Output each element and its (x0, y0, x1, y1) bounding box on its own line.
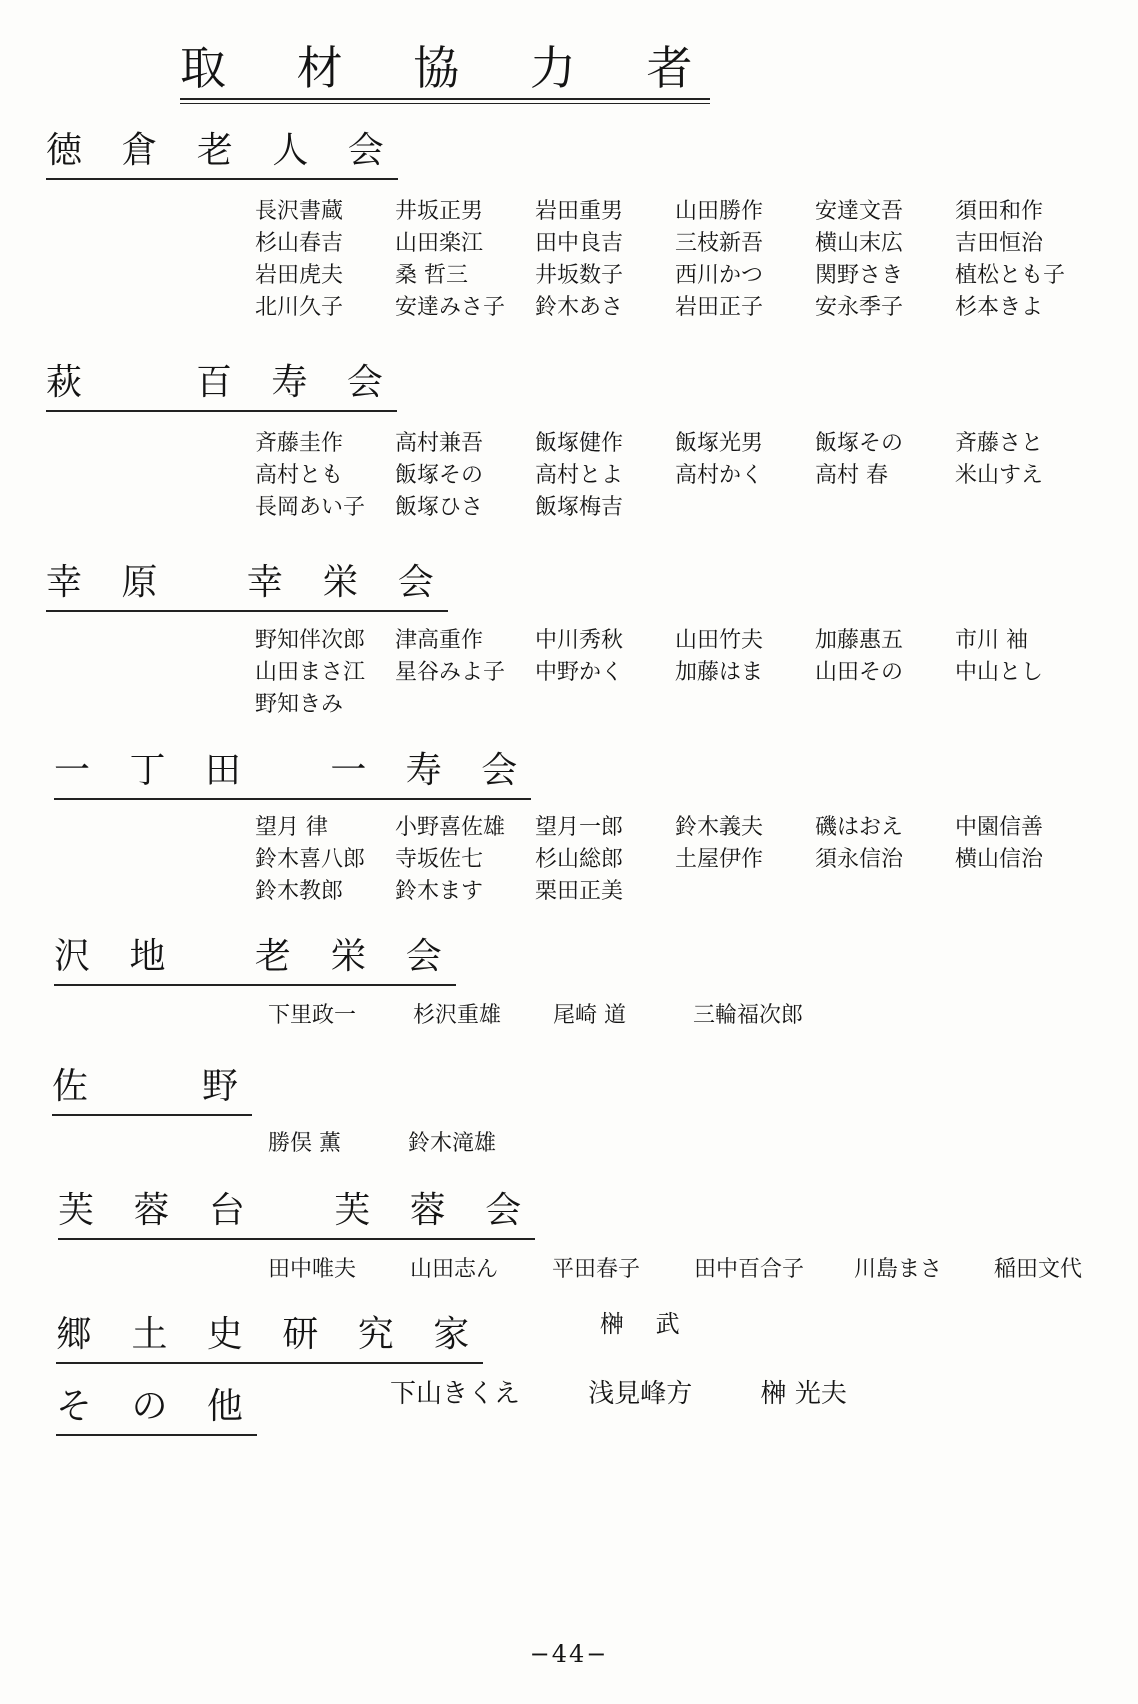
name: 斉藤圭作 (255, 431, 344, 456)
name: 吉田恒治 (955, 231, 1044, 256)
name: 星谷みよ子 (395, 660, 506, 685)
section-heading-sano: 佐 野 (52, 1064, 252, 1116)
name: 田中百合子 (694, 1257, 805, 1282)
name: 安達みさ子 (395, 295, 506, 320)
name-list-hagi (255, 428, 1115, 524)
name: 桑 哲三 (395, 263, 468, 288)
name-list-others (390, 1376, 907, 1412)
name: 高村 春 (815, 463, 888, 488)
name: 鈴木義夫 (675, 815, 764, 840)
name: 山田竹夫 (675, 628, 764, 653)
name: 平田春子 (552, 1257, 641, 1282)
name: 長岡あい子 (255, 495, 366, 520)
name: 中野かく (535, 660, 624, 685)
name: 飯塚その (395, 463, 484, 488)
name: 高村とよ (535, 463, 624, 488)
name: 田中良吉 (535, 231, 624, 256)
name: 栗田正美 (535, 879, 624, 904)
name: 飯塚ひさ (395, 495, 484, 520)
section-heading-itchoda: 一 丁 田 一 寿 会 (54, 748, 531, 800)
name-list-sano (268, 1128, 1128, 1160)
name-list-kohara (255, 625, 1115, 721)
name: 安達文吾 (815, 199, 904, 224)
name: 植松とも子 (955, 263, 1066, 288)
name: 川島まさ (854, 1257, 943, 1282)
name: 下里政一 (268, 1003, 357, 1028)
name: 野知きみ (255, 692, 344, 717)
section-heading-tokura: 徳 倉 老 人 会 (46, 128, 398, 180)
section-heading-hagi: 萩 百 寿 会 (46, 360, 397, 412)
name: 岩田重男 (535, 199, 624, 224)
name: 鈴木教郎 (255, 879, 344, 904)
name-list-local-historian (600, 1306, 740, 1342)
name: 勝俣 薫 (268, 1131, 341, 1156)
name-list-fuyodai (268, 1254, 1128, 1286)
name: 西川かつ (675, 263, 764, 288)
name: 飯塚その (815, 431, 904, 456)
name: 横山末広 (815, 231, 904, 256)
name: 中川秀秋 (535, 628, 624, 653)
name: 加藤はま (675, 660, 764, 685)
name: 小野喜佐雄 (395, 815, 506, 840)
title-underline (180, 98, 710, 104)
name: 飯塚梅吉 (535, 495, 624, 520)
section-heading-kohara: 幸 原 幸 栄 会 (46, 560, 448, 612)
name-list-itchoda (255, 812, 1115, 908)
section-heading-fuyodai: 芙 蓉 台 芙 蓉 会 (58, 1188, 535, 1240)
name: 加藤惠五 (815, 628, 904, 653)
name: 杉本きよ (955, 295, 1044, 320)
name: 山田その (815, 660, 904, 685)
name-list-tokura (255, 196, 1115, 324)
name: 山田志ん (410, 1257, 499, 1282)
name: 中山とし (955, 660, 1044, 685)
name: 三輪福次郎 (693, 1003, 804, 1028)
name: 寺坂佐七 (395, 847, 484, 872)
name: 山田楽江 (395, 231, 484, 256)
name: 浅見峰方 (588, 1379, 693, 1409)
name: 鈴木喜八郎 (255, 847, 366, 872)
name: 下山きくえ (390, 1379, 521, 1409)
name: 井坂正男 (395, 199, 484, 224)
name: 土屋伊作 (675, 847, 764, 872)
name: 須永信治 (815, 847, 904, 872)
name: 尾崎 道 (553, 1003, 626, 1028)
name: 飯塚光男 (675, 431, 764, 456)
name: 横山信治 (955, 847, 1044, 872)
name: 山田まさ江 (255, 660, 366, 685)
name: 長沢書蔵 (255, 199, 344, 224)
name: 鈴木滝雄 (408, 1131, 497, 1156)
name: 鈴木ます (395, 879, 484, 904)
name: 杉山春吉 (255, 231, 344, 256)
name: 杉沢重雄 (413, 1003, 502, 1028)
name: 安永季子 (815, 295, 904, 320)
name: 望月一郎 (535, 815, 624, 840)
name: 稲田文代 (994, 1257, 1083, 1282)
name: 津高重作 (395, 628, 484, 653)
name: 三枝新吾 (675, 231, 764, 256)
name: 榊 武 (600, 1310, 680, 1338)
name: 高村兼吾 (395, 431, 484, 456)
section-heading-others: そ の 他 (56, 1384, 257, 1436)
name: 望月 律 (255, 815, 328, 840)
name: 須田和作 (955, 199, 1044, 224)
name: 鈴木あさ (535, 295, 624, 320)
name: 田中唯夫 (268, 1257, 357, 1282)
name: 杉山総郎 (535, 847, 624, 872)
name: 野知伴次郎 (255, 628, 366, 653)
name: 岩田正子 (675, 295, 764, 320)
section-heading-local-historian: 郷 土 史 研 究 家 (56, 1312, 483, 1364)
section-heading-sawaji: 沢 地 老 栄 会 (54, 934, 456, 986)
name: 中園信善 (955, 815, 1044, 840)
name: 関野さき (815, 263, 904, 288)
name: 高村かく (675, 463, 764, 488)
page-title: 取 材 協 力 者 (180, 41, 721, 95)
name: 榊 光夫 (760, 1379, 847, 1409)
name: 斉藤さと (955, 431, 1044, 456)
name: 米山すえ (955, 463, 1044, 488)
name: 磯はおえ (815, 815, 904, 840)
name: 井坂数子 (535, 263, 624, 288)
name: 高村とも (255, 463, 344, 488)
name-list-sawaji (268, 1000, 1128, 1032)
name: 岩田虎夫 (255, 263, 344, 288)
name: 飯塚健作 (535, 431, 624, 456)
name: 北川久子 (255, 295, 344, 320)
name: 市川 袖 (955, 628, 1028, 653)
page-number: −44− (529, 1640, 609, 1668)
name: 山田勝作 (675, 199, 764, 224)
